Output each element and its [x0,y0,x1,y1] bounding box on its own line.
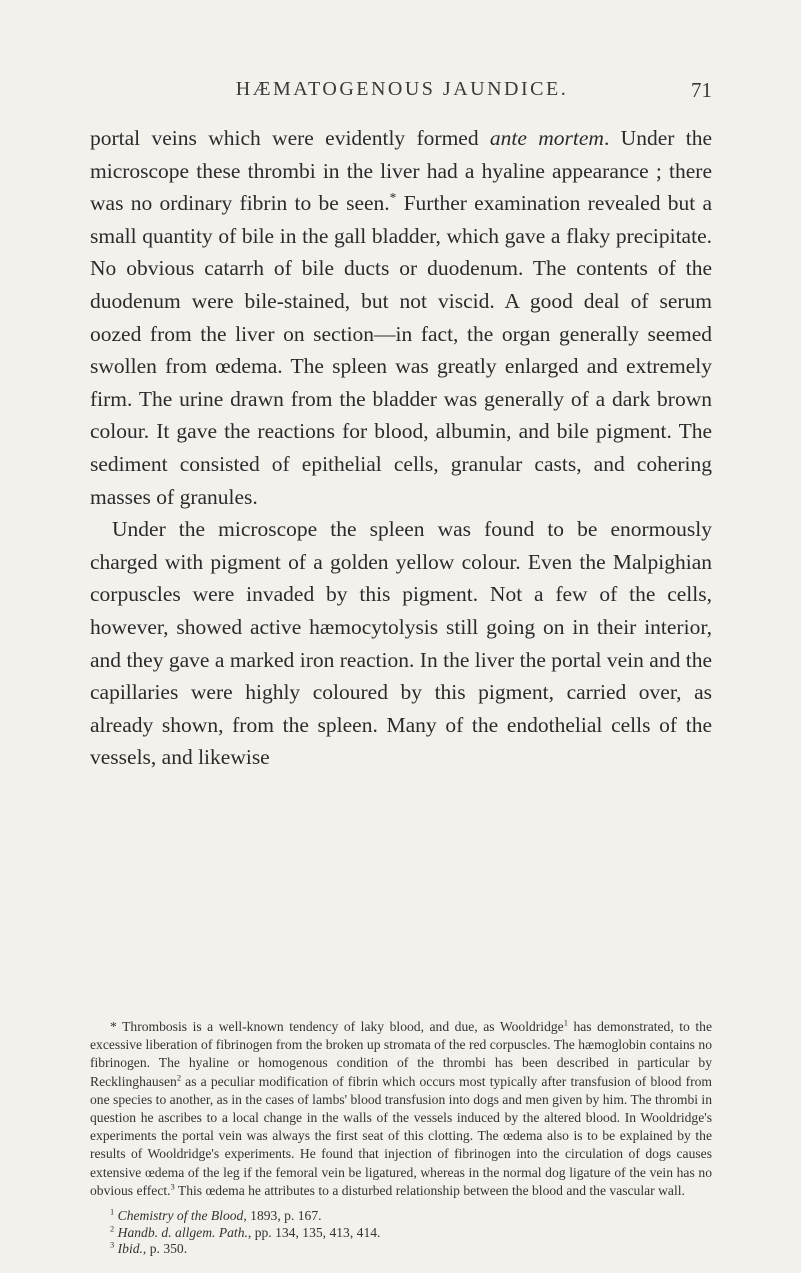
footnote-ref-2: 2 [176,1072,182,1083]
reference-number: 1 [110,1206,115,1217]
paragraph-1-middle: . Under the microscope these thrombi in the liver had a hyaline appearance ; there was no ordinary fibrin to be seen. [90,126,712,216]
paragraph-2: Under the microscope the spleen was found to be enormously charged with pigment of a golden yellow colour. Even the Malpighian corpuscles were invaded by this pigment. Not a few of the cells, however, showed active hæmocytolysis still going on in their interior, and they gave a marked iron reaction. In the liver the portal vein and the capillaries were highly coloured by this pigment, carried over, as already shown, from the spleen. Many of the endothelial cells of the vessels, and likewise [90,517,712,770]
reference-item [90,1241,712,1258]
reference-title: Handb. d. allgem. Path. [117,1224,248,1240]
reference-title: Ibid. [117,1241,143,1257]
reference-item [90,1208,712,1225]
reference-item [90,1225,712,1242]
footnote-marker: * [389,190,397,206]
page-number: 71 [691,78,712,102]
reference-details: , p. 350. [142,1241,188,1257]
reference-number: 3 [110,1239,115,1250]
reference-list [90,1208,712,1258]
page-header [92,78,712,108]
reference-title: Chemistry of the Blood [117,1208,244,1224]
reference-details: , 1893, p. 167. [243,1208,322,1224]
reference-number: 2 [110,1223,115,1234]
footnote-thrombosis [90,1018,712,1200]
reference-details: , pp. 134, 135, 413, 414. [247,1224,381,1240]
paragraph-1-start: portal veins which were evidently formed [90,126,490,150]
main-text [90,122,712,774]
footnote-text-a: * Thrombosis is a well-known tendency of laky blood, and due, as Wooldridge [110,1019,564,1034]
paragraph-1-end: Further examination revealed but a small quantity of bile in the gall bladder, which gave a flaky precipitate. No obvious catarrh of bile ducts or duodenum. The contents of the duodenum were bile-stained, but not viscid. A good deal of serum oozed from the liver on section—in fact, the organ generally seemed swollen from œdema. The spleen was greatly enlarged and extremely firm. The urine drawn from the bladder was generally of a dark brown colour. It gave the reactions for blood, albumin, and bile pigment. The sediment consisted of epithelial cells, granular casts, and cohering masses of granules. [90,191,712,509]
footnotes [90,1018,712,1258]
footnote-ref-3: 3 [170,1181,175,1192]
footnote-text-d: This œdema he attributes to a disturbed relationship between the blood and the vascular wall. [174,1182,685,1198]
footnote-ref-1: 1 [563,1017,568,1028]
paragraph-1 [90,122,712,513]
footnote-text-c: as a peculiar modification of fibrin which occurs most typically after transfusion of blood from one species to another, as in the cases of lambs' blood transfusion into dogs and men given by him. The thrombi in question he ascribes to a local change in the walls of the vessels induced by the altered blood. In Wooldridge's experiments the portal vein was always the first seat of this clotting. The œdema also is to be explained by the results of Wooldridge's experiments. He found that injection of fibrinogen into the circulation of dogs causes extensive œdema of the leg if the femoral vein be ligatured, whereas in the normal dog ligature of the vein has no obvious effect. [90,1073,712,1198]
italic-ante-mortem: ante mortem [489,126,604,150]
footnote-text-b: has demonstrated, to the excessive liberation of fibrinogen from the broken up stromata of the red corpuscles. The hæmoglobin contains no fibrinogen. The hyaline or homogenous condition of the thrombi has been described in particular by Recklinghausen [90,1019,712,1089]
running-title: HÆMATOGENOUS JAUNDICE. [235,78,569,100]
